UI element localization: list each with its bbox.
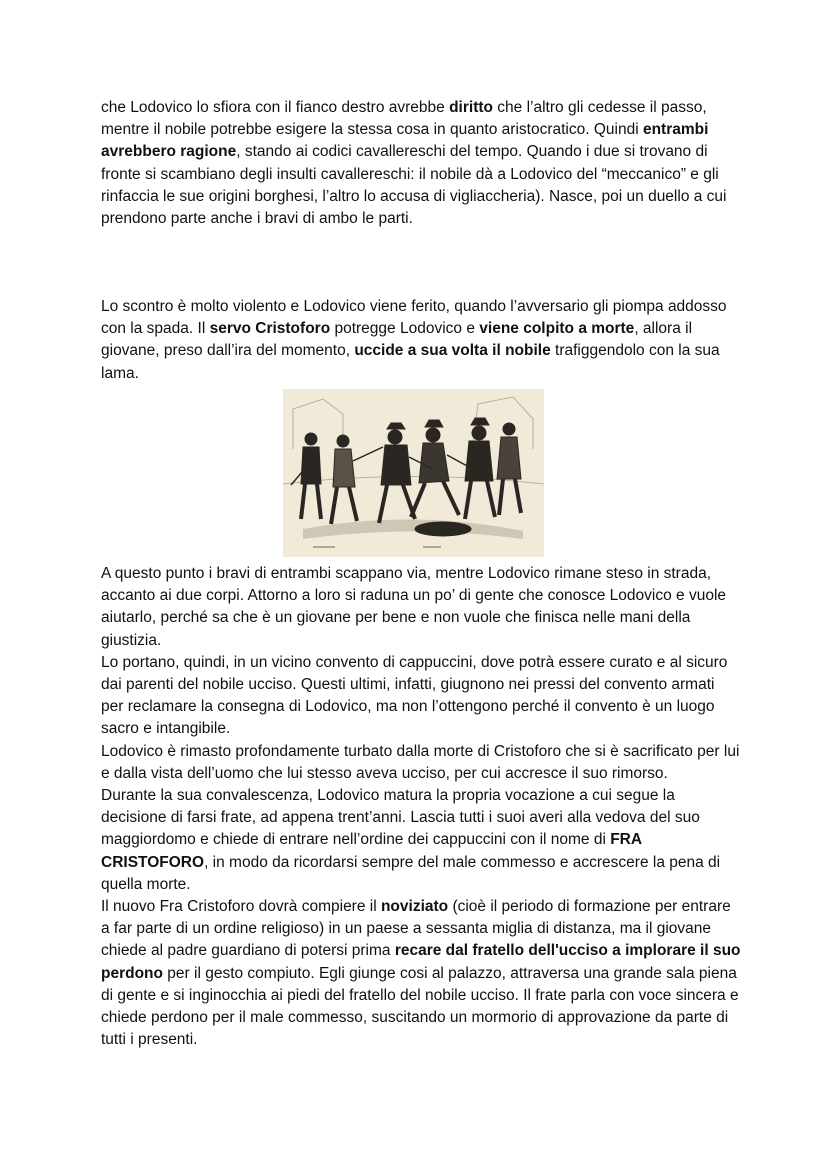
bold-phrase: FRA CRISTOFORO: [101, 831, 642, 871]
bold-phrase: servo Cristoforo: [209, 320, 331, 338]
text-run: , in modo da ricordarsi sempre del male commesso e accrescere la pena di quella morte.: [101, 853, 721, 893]
text-run: potregge Lodovico e: [330, 320, 480, 338]
text-block-fight: [101, 296, 741, 385]
paragraph-remorse: Lodovico è rimasto profondamente turbato dalla morte di Cristoforo che si è sacrificato per lui e dalla vista dell’uomo che lui stesso aveva ucciso, per cui accresce il suo rimorso.: [101, 742, 740, 782]
text-run: per il gesto compiuto. Egli giunge cosi al palazzo, attraversa una grande sala piena di gente e si inginocchia ai piedi del fratello del nobile ucciso. Il frate parla con voce sincera e chiede perdono per il male commesso, suscitando un mormorio di approvazione da parte di tutti i presenti.: [101, 964, 739, 1049]
paragraph-convent: Lo portano, quindi, in un vicino convento di cappuccini, dove potrà essere curato e al sicuro dai parenti del nobile ucciso. Questi ultimi, infatti, giugnono nei pressi del convento armati per reclamare la consegna di Lodovico, ma non l’ottengono perché il convento è un luogo sacro e intangibile.: [101, 653, 728, 738]
bold-phrase: recare dal fratello dell'ucciso a implorare il suo perdono: [101, 942, 741, 982]
text-run: Durante la sua convalescenza, Lodovico matura la propria vocazione a cui segue la decisione di farsi frate, ad appena trent’anni. Lascia tutti i suoi averi alla vedova del suo maggiordomo e chiede di entrare nell’ordine dei cappuccini con il nome di: [101, 787, 700, 849]
text-run: trafiggendolo con la sua lama.: [101, 342, 720, 382]
duel-engraving-illustration: [283, 389, 544, 557]
text-run: , stando ai codici cavallereschi del tempo. Quando i due si trovano di fronte si scambiano degli insulti cavallereschi: il nobile dà a Lodovico del “meccanico” e gli rinfaccia le sue origini borghesi, l’altro lo accusa di vigliaccheria). Nasce, poi un duello a cui prendono parte anche i bravi di ambo le parti.: [101, 143, 727, 228]
bold-phrase: viene colpito a morte: [479, 320, 635, 338]
paragraph-vocation: [101, 785, 741, 896]
bold-phrase: entrambi avrebbero ragione: [101, 121, 709, 161]
text-run: che Lodovico lo sfiora con il fianco destro avrebbe: [101, 99, 450, 116]
paragraph-novitiate: [101, 896, 741, 1051]
text-run: (cioè il periodo di formazione per entrare a far parte di un ordine religioso) in un paese a sessanta miglia di distanza, ma il giovane chiede al padre guardiano di potersi prima: [101, 898, 731, 960]
paragraph-fight: [101, 296, 741, 385]
bold-phrase: noviziato: [380, 898, 449, 916]
engraving-drawing: [283, 389, 544, 557]
paragraph-bravi-flee: A questo punto i bravi di entrambi scappano via, mentre Lodovico rimane steso in strada, accanto ai due corpi. Attorno a loro si raduna un po’ di gente che conosce Lodovico e vuole aiutarlo, perché sa che è un giovane per bene e non vuole che finisca nelle mani della giustizia.: [101, 565, 727, 649]
text-run: Il nuovo Fra Cristoforo dovrà compiere il: [101, 898, 381, 916]
bold-phrase: uccide a sua volta il nobile: [354, 342, 551, 360]
paragraph-duel-origin: [101, 97, 741, 230]
bold-phrase: diritto: [449, 99, 493, 116]
text-run: che l’altro gli cedesse il passo, mentre il nobile potrebbe esigere la stessa cosa in quanto aristocratico. Quindi: [101, 99, 707, 139]
text-run: Lo scontro è molto violento e Lodovico viene ferito, quando l’avversario gli piompa addosso con la spada. Il: [101, 298, 727, 338]
text-run: , allora il giovane, preso dall’ira del momento,: [101, 320, 693, 360]
text-block-aftermath: [101, 563, 741, 1051]
text-block-top: [101, 97, 741, 230]
